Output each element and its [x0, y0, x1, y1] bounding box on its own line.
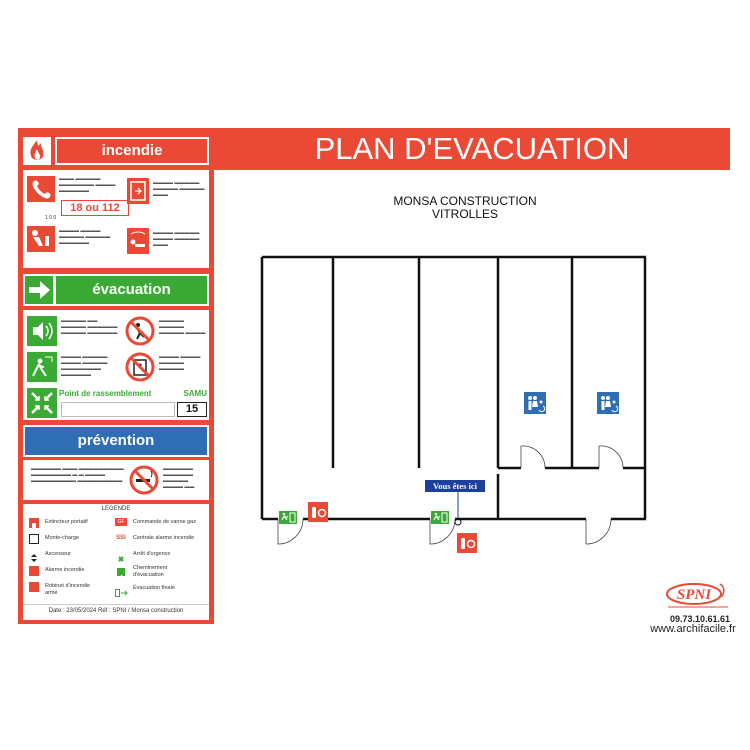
accessible-toilet-icon — [524, 392, 546, 414]
legend-footer: Date : 23/05/2024 Réf : SPNI / Monsa construction — [48, 608, 184, 614]
you-are-here-pointer — [448, 492, 468, 528]
evacuation-header: évacuation — [56, 276, 207, 304]
legend-hoist: Monte-charge — [45, 535, 79, 541]
legend-elevator: Ascenseur — [45, 551, 71, 557]
samu-label: SAMU — [183, 389, 207, 398]
legend-fire-alarm: Alarme incendie — [45, 567, 85, 573]
website-link[interactable]: www.archifacile.fr — [650, 623, 736, 635]
emergency-number: 18 ou 112 — [61, 200, 129, 216]
legend-final-exit: Évacuation finale — [133, 585, 175, 591]
legend-extinguisher: Extincteur portatif — [45, 519, 88, 525]
prevention-header: prévention — [25, 427, 207, 455]
emergency-exit-icon — [431, 511, 449, 524]
company-name: MONSA CONSTRUCTION — [393, 194, 537, 208]
plan-title: PLAN D'EVACUATION — [314, 131, 630, 166]
emergency-exit-icon — [279, 511, 297, 524]
incendie-header: incendie — [57, 139, 207, 163]
spni-phone: 09.73.10.61.61 — [669, 614, 731, 624]
company-city: VITROLLES — [431, 207, 499, 221]
legend-gas-valve: Commande de vanne gaz — [133, 519, 196, 525]
fire-instructions: ▬▬▬ ▬▬▬▬▬ ▬▬▬▬▬▬▬ ▬▬▬▬ ▬▬▬▬▬▬ 18 ou 112 1 0 0 ▬▬▬▬ ▬▬▬▬▬ ▬▬▬▬▬ ▬▬▬▬▬ ▬▬▬ ▬▬▬▬ ▬▬▬▬ ▬▬▬▬▬ ▬▬▬▬▬ ▬▬▬▬▬▬ ▬▬▬▬ ▬▬▬▬▬ ▬▬▬▬ ▬▬▬▬▬ ▬▬▬ — [23, 170, 209, 268]
phone-code: 1 0 0 — [45, 215, 57, 221]
legend-evacuation-path: Cheminement d'évacuation — [133, 565, 168, 578]
evacuation-instructions: ▬▬▬▬▬ ▬▬ ▬▬▬▬▬ ▬▬▬▬▬▬ ▬▬▬▬▬ ▬▬▬▬▬▬ ▬▬▬▬▬ ▬▬▬▬▬ ▬▬▬▬▬ ▬▬▬▬ ▬▬▬▬ ▬▬▬▬▬ ▬▬▬▬ ▬▬▬▬▬ ▬▬▬▬▬▬▬▬ ▬▬▬▬▬▬ ▬▬▬▬ ▬▬▬▬ ▬▬▬▬▬ ▬▬▬▬▬ Point de rassemblement SAMU 15 — [23, 310, 209, 420]
gas-valve-icon: GF — [115, 518, 127, 526]
you-are-here-label: Vous êtes ici — [425, 480, 485, 492]
prevention-instructions: ▬▬▬▬▬▬ ▬▬▬ ▬▬▬▬▬▬▬▬▬ ▬▬▬▬▬▬▬▬ ▬ ▬ ▬▬▬▬ ▬▬▬▬▬▬▬▬▬ ▬▬▬▬▬▬▬▬▬ ▬▬▬▬▬▬ ▬▬▬▬▬▬ ▬▬▬▬▬ ▬▬▬▬ ▬▬ — [23, 460, 209, 500]
legend-title: LEGENDE — [101, 506, 131, 512]
legend-emergency-stop: Arrêt d'urgence — [133, 551, 171, 557]
fire-extinguisher-hose-icon — [457, 533, 477, 553]
alarm-center-icon: SSI — [116, 535, 126, 541]
svg-text:SPNI: SPNI — [676, 587, 712, 603]
assembly-point-label: Point de rassemblement — [59, 389, 152, 398]
legend-alarm-center: Centrale alarme incendie — [133, 535, 195, 541]
accessible-toilet-icon — [597, 392, 619, 414]
fire-extinguisher-hose-icon — [308, 502, 328, 522]
spni-logo — [664, 582, 732, 610]
samu-number: 15 — [177, 402, 207, 417]
legend-fire-hose: Robinet d'incendie armé — [45, 583, 91, 596]
